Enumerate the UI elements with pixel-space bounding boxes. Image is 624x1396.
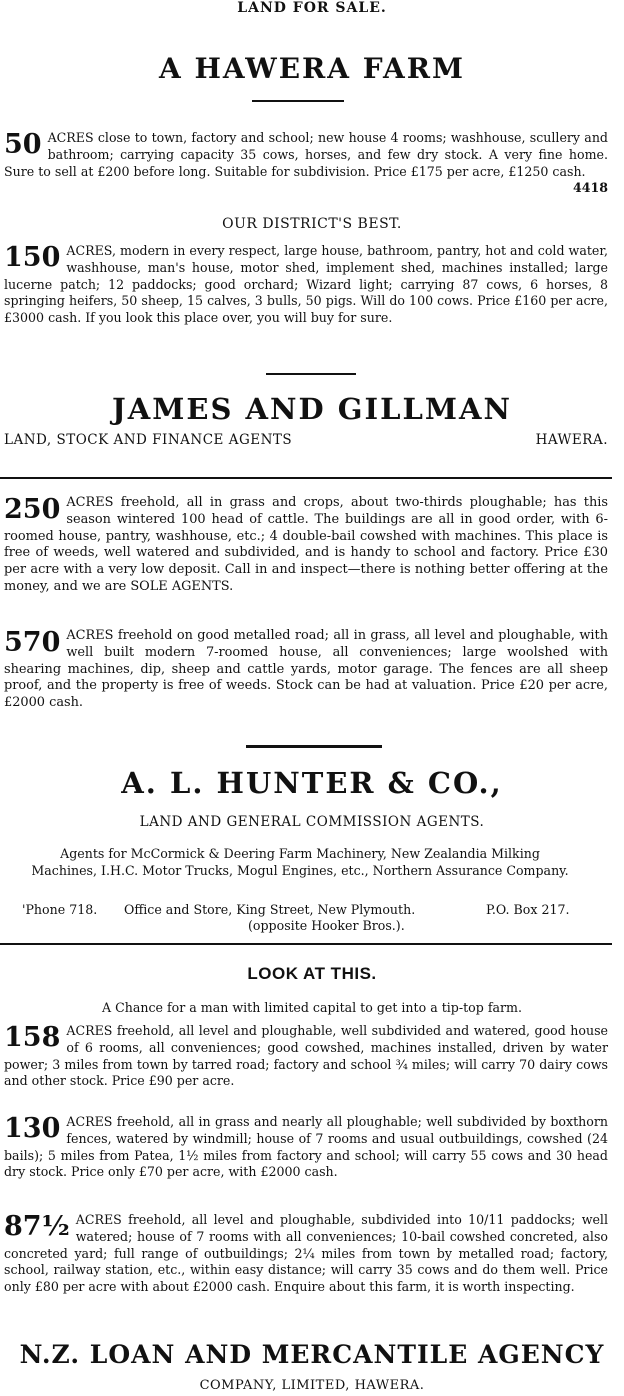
listing-description: ACRES freehold, all level and ploughable, well subdivided and watered, good house of 6 rooms, all conveniences; good cowshed, machines installed, driven by water power; 3 miles from town by tarred road; factory and school ¾ miles; will carry 70 dairy cows and other stock. Price £90 per acre. (4, 1023, 608, 1089)
subheading: OUR DISTRICT'S BEST. (222, 216, 402, 232)
section-title: A HAWERA FARM (158, 52, 465, 85)
divider (266, 373, 356, 375)
listing-description: ACRES, modern in every respect, large house, bathroom, pantry, hot and cold water, washhouse, man's house, motor shed, implement shed, machines installed; large lucerne patch; 12 paddocks; good orchard; Wizard light; carrying 87 cows, 6 horses, 8 springing heifers, 50 sheep, 15 calves, 3 bulls, 50 pigs. Will do 100 cows. Price £160 per acre, £3000 cash. If you look this place over, you will buy for sure. (4, 243, 608, 326)
listing-reference: 4418 (572, 180, 608, 196)
agent-tagline: LAND, STOCK AND FINANCE AGENTS (4, 432, 293, 448)
listing-description: ACRES freehold, all in grass and crops, about two-thirds ploughable; has this season wintered 100 head of cattle. The buildings are all in good order, with 6-roomed house, pantry, washhouse, etc.; 4 double-bail cowshed with machines. This place is free of weeds, well watered and subdivided, and is handy to school and factory. Price £30 per acre with a very low deposit. Call in and inspect—there is nothing better offering at the money, and we are SOLE AGENTS. (4, 495, 608, 594)
listing-87-acres (4, 1212, 608, 1340)
acreage-number: 150 (4, 242, 61, 273)
listing-description: ACRES close to town, factory and school; new house 4 rooms; washhouse, scullery and bathroom; carrying capacity 35 cows, horses, and few dry stock. A very fine home. Sure to sell at £200 before long. Suitable for subdivision. Price £175 per acre, £1250 cash. (4, 130, 608, 179)
agent-name: A. L. HUNTER & CO., (121, 766, 503, 800)
acreage-number: 130 (4, 1113, 61, 1144)
acreage-number: 158 (4, 1022, 61, 1053)
listing-50-acres (4, 130, 608, 208)
acreage-number: 50 (4, 129, 42, 160)
listing-description: ACRES freehold on good metalled road; all in grass, all level and ploughable, with well built modern 7-roomed house, all conveniences; large woolshed with shearing machines, dip, sheep and cattle yards, motor garage. The fences are all sheep proof, and the property is free of weeds. Stock can be had at valuation. Price £20 per acre, £2000 cash. (4, 628, 608, 711)
listing-150-acres (4, 243, 608, 355)
section-separator (0, 943, 612, 945)
agent-name: N.Z. LOAN AND MERCANTILE AGENCY (19, 1340, 605, 1369)
listing-description: ACRES freehold, all in grass and nearly all ploughable; well subdivided by boxthorn fences, watered by windmill; house of 7 rooms and usual outbuildings, cowshed (24 bails); 5 miles from Patea, 1½ miles from factory and school; will carry 55 cows and 30 head dry stock. Price only £70 per acre, with £2000 cash. (4, 1114, 608, 1180)
acreage-number: 87½ (4, 1211, 70, 1242)
listing-130-acres (4, 1114, 608, 1210)
listing-158-acres (4, 1023, 608, 1105)
agent-name: JAMES AND GILLMAN (112, 392, 512, 426)
listing-250-acres (4, 495, 608, 611)
ornament-rule (252, 100, 344, 102)
agent-address-note: (opposite Hooker Bros.). (248, 918, 405, 933)
ornament-rule (246, 745, 382, 748)
page-heading: LAND FOR SALE. (237, 0, 387, 16)
agent-phone: 'Phone 718. (22, 902, 98, 917)
agent-pobox: P.O. Box 217. (486, 902, 570, 917)
listing-570-acres (4, 628, 608, 728)
agent-tagline: LAND AND GENERAL COMMISSION AGENTS. (139, 814, 485, 830)
acreage-number: 250 (4, 494, 61, 525)
agent-tagline: COMPANY, LIMITED, HAWERA. (199, 1378, 425, 1393)
section-separator (0, 477, 612, 479)
agent-town: HAWERA. (535, 432, 608, 448)
agent-office: Office and Store, King Street, New Plymouth. (124, 902, 416, 917)
agent-agencies: Agents for McCormick & Deering Farm Machinery, New Zealandia Milking Machines, I.H.C. Motor Trucks, Mogul Engines, etc., Northern Assurance Company. (31, 846, 569, 878)
listing-description: ACRES freehold, all level and ploughable, subdivided into 10/11 paddocks; well watered; house of 7 rooms with all conveniences; 10-bail cowshed concreted, also concreted yard; full range of outbuildings; 2¼ miles from town by metalled road; factory, school, railway station, etc., within easy distance; will carry 35 cows and do them well. Price only £80 per acre with about £2000 cash. Enquire about this farm, it is worth inspecting. (4, 1212, 608, 1295)
section-intro: A Chance for a man with limited capital to get into a tip-top farm. (102, 1000, 522, 1015)
section-title: LOOK AT THIS. (247, 964, 377, 983)
acreage-number: 570 (4, 627, 61, 658)
